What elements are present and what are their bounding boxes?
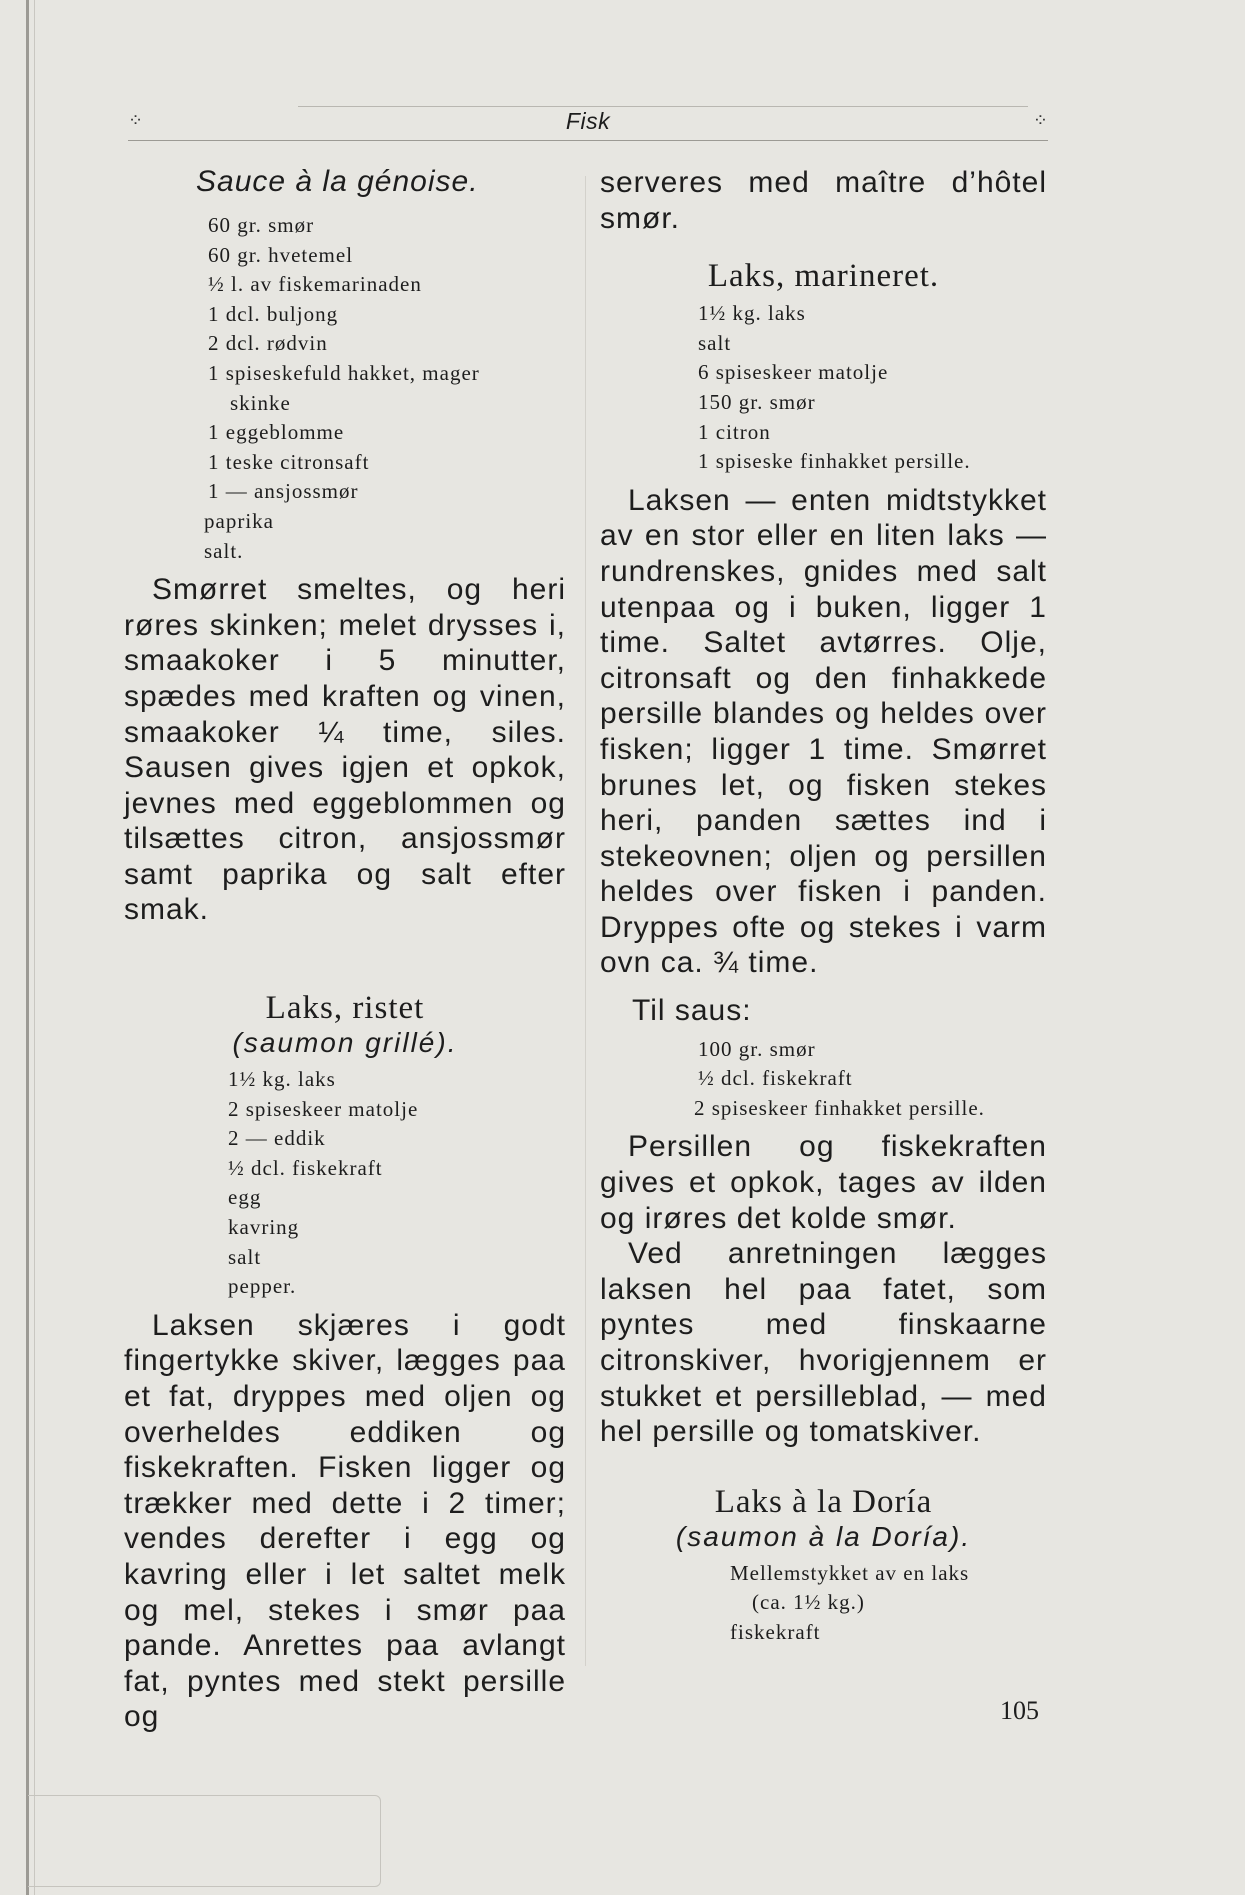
continuation-text: serveres med maître d’hôtel smør. — [600, 166, 1047, 235]
ingredient: 1 spiseske finhakket persille. — [698, 449, 971, 474]
sauce-label: Til saus: — [632, 994, 752, 1028]
ingredient: ½ dcl. fiskekraft — [698, 1066, 853, 1091]
running-head: Fisk — [565, 108, 611, 134]
ingredient: 6 spiseskeer matolje — [698, 360, 889, 385]
ingredient: 100 gr. smør — [698, 1036, 816, 1061]
ingredient: 2 spiseskeer matolje — [228, 1096, 419, 1121]
recipe-subtitle-laks-ristet: (saumon grillé). — [232, 1027, 458, 1059]
page-header — [128, 106, 1048, 140]
ingredient: 60 gr. hvetemel — [208, 242, 354, 267]
ingredients-laks-doria — [600, 1559, 1047, 1648]
method-til-saus-1 — [600, 1129, 1047, 1236]
ingredient: ½ dcl. fiskekraft — [228, 1155, 383, 1180]
method-til-saus-2 — [600, 1236, 1047, 1450]
ingredient: skinke — [230, 390, 291, 415]
method-text: Laksen — enten midtstykket av en stor eller en liten laks — rundrenskes, gnides med salt utenpaa og i buken, ligger 1 time. Saltet avtørres. Olje, citronsaft og den finhakkede persille blandes og heldes over fisken; ligger 1 time. Smørret brunes let, og fisken stekes heri, panden sættes ind i stekeovnen; oljen og persillen heldes over fisken i panden. Dryppes ofte og stekes i varm ovn ca. ¾ time. — [600, 483, 1047, 980]
ingredient: egg — [228, 1185, 262, 1210]
ingredient: 60 gr. smør — [208, 213, 315, 237]
method-laks-marineret — [600, 483, 1047, 981]
left-column — [124, 165, 566, 1735]
ingredients-laks-marineret — [600, 299, 1047, 477]
page-binding-edge — [26, 0, 29, 1895]
ingredients-sauce-genoise — [124, 211, 566, 566]
ingredient: 1 — ansjossmør — [208, 479, 359, 504]
ornament-left-icon: ⁘ — [128, 110, 144, 131]
ingredient: 1 citron — [698, 419, 771, 444]
ingredient: ½ l. av fiskemarinaden — [208, 272, 422, 297]
ingredient: 1 eggeblomme — [208, 420, 345, 445]
recipe-title-sauce-genoise: Sauce à la génoise. — [196, 165, 479, 198]
ingredient: salt. — [204, 538, 244, 563]
ingredient: kavring — [228, 1215, 300, 1240]
ingredient: 2 spiseskeer finhakket persille. — [694, 1095, 985, 1120]
recipe-subtitle-laks-doria: (saumon à la Doría). — [675, 1520, 972, 1552]
ingredient: 1 spiseskefuld hakket, mager — [208, 360, 480, 385]
header-rule-top — [298, 106, 1028, 107]
page-tab-mark — [28, 1795, 381, 1887]
method-text: Persillen og fiskekraften gives et opkok, tages av ilden og irøres det kolde smør. — [600, 1130, 1047, 1235]
column-divider — [585, 176, 586, 1666]
method-sauce-genoise — [124, 572, 566, 928]
method-text: Smørret smeltes, og heri røres skinken; melet drysses i, smaakoker i 5 minutter, spædes med kraften og vinen, smaakoker ¼ time, siles. Sausen gives igjen et opkok, jevnes med eggeblommen og tilsættes citron, ansjossmør samt paprika og salt efter smak. — [124, 573, 566, 927]
method-text: Laksen skjæres i godt fingertykke skiver, lægges paa et fat, dryppes med oljen og overheldes eddiken og fiskekraften. Fisken ligger og trækker med dette i 2 timer; vendes derefter i egg og kavring eller i let saltet melk og mel, stekes i smør paa pande. Anrettes paa avlangt fat, pyntes med stekt persille og — [124, 1308, 566, 1734]
ingredients-til-saus — [600, 1035, 1047, 1124]
ingredient: Mellemstykket av en laks — [730, 1560, 970, 1585]
ingredient: pepper. — [228, 1274, 297, 1299]
ingredient: 1½ kg. laks — [698, 301, 806, 326]
ingredient: paprika — [204, 508, 274, 533]
ingredient: 2 dcl. rødvin — [208, 331, 328, 356]
page-number: 105 — [1000, 1696, 1039, 1725]
recipe-title-laks-ristet: Laks, ristet — [265, 990, 425, 1027]
page-binding-shadow — [34, 0, 35, 1895]
ingredient: 1 dcl. buljong — [208, 301, 339, 326]
ingredient: 1½ kg. laks — [228, 1067, 336, 1092]
ingredient: salt — [228, 1244, 262, 1269]
ingredient: 150 gr. smør — [698, 389, 816, 414]
ingredient: fiskekraft — [730, 1619, 821, 1644]
ingredients-laks-ristet — [124, 1065, 566, 1302]
header-rule-bottom — [128, 140, 1048, 141]
right-column — [600, 165, 1047, 1654]
method-laks-ristet — [124, 1308, 566, 1735]
recipe-title-laks-doria: Laks à la Doría — [714, 1483, 933, 1520]
ornament-right-icon: ⁘ — [1032, 110, 1048, 131]
ingredient: (ca. 1½ kg.) — [752, 1590, 865, 1615]
ingredient: salt — [698, 330, 732, 355]
method-text: Ved anretningen lægges laksen hel paa fatet, som pyntes med finskaarne citronskiver, hvorigjennem er stukket et persilleblad, — med hel persille og tomatskiver. — [600, 1237, 1047, 1449]
ingredient: 2 — eddik — [228, 1126, 326, 1151]
recipe-title-laks-marineret: Laks, marineret. — [707, 258, 940, 295]
ingredient: 1 teske citronsaft — [208, 449, 370, 474]
